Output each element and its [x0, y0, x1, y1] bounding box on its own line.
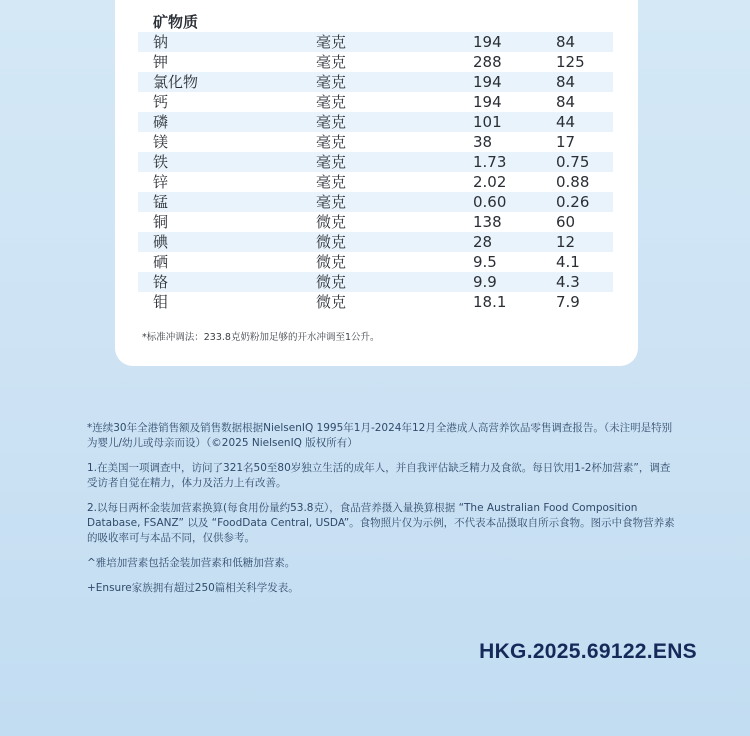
- mineral-name: 锰: [153, 193, 169, 211]
- mineral-value-per-serving: 60: [556, 213, 576, 231]
- mineral-unit: 微克: [316, 273, 347, 291]
- mineral-row: [138, 32, 613, 52]
- mineral-value-per-serving: 84: [556, 73, 576, 91]
- mineral-value-per-serving: 12: [556, 233, 576, 251]
- mineral-row: [138, 72, 613, 92]
- mineral-value-per-serving: 125: [556, 53, 585, 71]
- footnote: 2.以每日两杯金装加营素换算(每食用份量约53.8克），食品营养摄入量换算根据 “The Australian Food Composition Database, FSANZ” 以及 “FoodData Central, USDA”。食物照片仅为示例，不代表本品摄取自所示食物。图示中食物营养素的吸收率可与本品不同，仅供参考。: [87, 502, 675, 544]
- mineral-name: 铬: [153, 273, 169, 291]
- mineral-row: [138, 212, 613, 232]
- mineral-unit: 毫克: [316, 133, 347, 151]
- mineral-row: [138, 252, 613, 272]
- mineral-value-per-100g: 138: [473, 213, 502, 231]
- mineral-row: [138, 92, 613, 112]
- mineral-value-per-100g: 1.73: [473, 153, 507, 171]
- mineral-unit: 微克: [316, 233, 347, 251]
- mineral-row: [138, 172, 613, 192]
- mineral-value-per-100g: 0.60: [473, 193, 507, 211]
- minerals-card: [115, 0, 638, 366]
- footnotes: [87, 421, 677, 606]
- mineral-unit: 毫克: [316, 73, 347, 91]
- mineral-row: [138, 132, 613, 152]
- mineral-value-per-serving: 84: [556, 93, 576, 111]
- mineral-value-per-serving: 84: [556, 33, 576, 51]
- mineral-unit: 微克: [316, 253, 347, 271]
- mineral-name: 钙: [153, 93, 169, 111]
- minerals-section-title: 矿物质: [153, 13, 199, 31]
- mineral-name: 钠: [153, 33, 169, 51]
- mineral-value-per-100g: 18.1: [473, 293, 507, 311]
- document-code: HKG.2025.69122.ENS: [479, 640, 697, 663]
- mineral-name: 镁: [153, 133, 169, 151]
- mineral-unit: 毫克: [316, 173, 347, 191]
- mineral-unit: 微克: [316, 293, 347, 311]
- footnote: ^雅培加营素包括金装加营素和低糖加营素。: [87, 557, 296, 569]
- mineral-row: [138, 112, 613, 132]
- mineral-row: [138, 192, 613, 212]
- footnote: 1.在美国一项调查中，访问了321名50至80岁独立生活的成年人，并自我评估缺乏精力及食欲。每日饮用1-2杯加营素”，调查受访者自觉在精力，体力及活力上有改善。: [87, 462, 671, 489]
- mineral-value-per-serving: 44: [556, 113, 576, 131]
- mineral-unit: 微克: [316, 213, 347, 231]
- mineral-value-per-100g: 9.9: [473, 273, 497, 291]
- mineral-value-per-100g: 194: [473, 33, 502, 51]
- mineral-value-per-100g: 28: [473, 233, 493, 251]
- mineral-value-per-serving: 17: [556, 133, 576, 151]
- mineral-value-per-serving: 7.9: [556, 293, 580, 311]
- mineral-name: 铜: [153, 213, 169, 231]
- mineral-row: [138, 272, 613, 292]
- mineral-name: 铁: [153, 153, 169, 171]
- mineral-value-per-100g: 2.02: [473, 173, 507, 191]
- mineral-name: 钾: [153, 53, 169, 71]
- mineral-unit: 毫克: [316, 113, 347, 131]
- mineral-unit: 毫克: [316, 33, 347, 51]
- mineral-value-per-100g: 194: [473, 73, 502, 91]
- mineral-value-per-100g: 101: [473, 113, 502, 131]
- mineral-name: 磷: [153, 113, 169, 131]
- mineral-value-per-serving: 0.26: [556, 193, 590, 211]
- mineral-unit: 毫克: [316, 153, 347, 171]
- mineral-unit: 毫克: [316, 53, 347, 71]
- mineral-value-per-serving: 4.3: [556, 273, 580, 291]
- mineral-name: 碘: [153, 233, 169, 251]
- mineral-unit: 毫克: [316, 193, 347, 211]
- mineral-row: [138, 152, 613, 172]
- mineral-value-per-100g: 9.5: [473, 253, 497, 271]
- mineral-value-per-100g: 194: [473, 93, 502, 111]
- mineral-name: 锌: [153, 173, 169, 191]
- footnote: *连续30年全港销售额及销售数据根据NielsenIQ 1995年1月-2024年12月全港成人高营养饮品零售调查报告。（未注明是特别为婴儿/幼儿或母亲而设）（©2025 NielsenIQ 版权所有）: [87, 422, 673, 449]
- mineral-value-per-100g: 38: [473, 133, 493, 151]
- mineral-name: 氯化物: [153, 73, 199, 91]
- mineral-name: 钼: [153, 293, 169, 311]
- mineral-row: [138, 52, 613, 72]
- mineral-name: 硒: [153, 253, 169, 271]
- mineral-row: [138, 292, 613, 312]
- mineral-value-per-100g: 288: [473, 53, 502, 71]
- mineral-unit: 毫克: [316, 93, 347, 111]
- mineral-row: [138, 232, 613, 252]
- mineral-value-per-serving: 0.88: [556, 173, 590, 191]
- mineral-value-per-serving: 0.75: [556, 153, 590, 171]
- mineral-value-per-serving: 4.1: [556, 253, 580, 271]
- footnote: +Ensure家族拥有超过250篇相关科学发表。: [87, 582, 299, 594]
- minerals-table: [138, 32, 613, 312]
- preparation-note: *标准冲调法：233.8克奶粉加足够的开水冲调至1公升。: [142, 332, 380, 343]
